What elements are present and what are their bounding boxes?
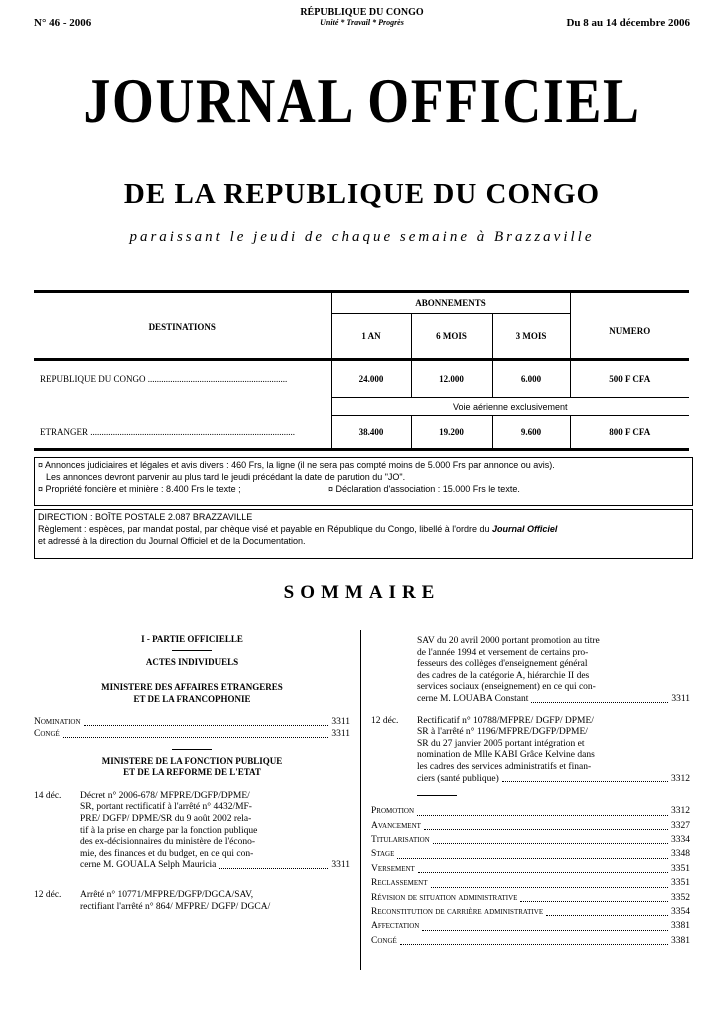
toc-entry[interactable] — [34, 717, 350, 729]
air-note: Voie aérienne exclusivement — [331, 398, 689, 416]
toc-label: Nomination — [34, 717, 81, 728]
entry-date: 12 déc. — [371, 715, 399, 726]
payment-terms-end: et adressé à la direction du Journal Officiel et de la Documentation. — [38, 536, 306, 546]
toc-label: Congé — [34, 728, 60, 739]
toc-page: 3311 — [331, 728, 350, 739]
journal-subtitle: DE LA REPUBLIQUE DU CONGO — [123, 178, 601, 210]
notices-box — [34, 457, 693, 506]
toc-entry[interactable] — [371, 833, 690, 847]
entry-line: SR à l'arrêté n° 1196/MFPRE/DGFP/DPME/ — [417, 727, 588, 738]
ministry-foreign-affairs: MINISTERE DES AFFAIRES ETRANGERES — [101, 682, 283, 693]
toc-page: 3352 — [671, 892, 690, 903]
period-3mois: 3 MOIS — [492, 314, 570, 360]
price-congo-3mois: 6.000 — [492, 360, 570, 398]
direction-address: DIRECTION : BOÎTE POSTALE 2.087 BRAZZAVILLE — [38, 512, 253, 522]
divider — [172, 749, 212, 750]
entry-line: Rectificatif n° 10788/MFPRE/ DGFP/ DPME/ — [417, 715, 594, 726]
dated-entry-continued[interactable] — [371, 636, 690, 706]
toc-entry[interactable] — [371, 804, 690, 818]
toc-page: 3311 — [331, 860, 350, 871]
period-1an: 1 AN — [331, 314, 411, 360]
toc-label: Reclassement — [371, 878, 428, 889]
price-etranger-6mois: 19.200 — [411, 416, 492, 450]
journal-tagline: paraissant le jeudi de chaque semaine à Brazzaville — [129, 229, 595, 245]
toc-entry[interactable] — [371, 819, 690, 833]
dated-entry[interactable] — [34, 890, 350, 913]
acts-heading: ACTES INDIVIDUELS — [145, 656, 239, 667]
toc-label: Affectation — [371, 921, 420, 932]
toc-entry[interactable] — [371, 876, 690, 890]
direction-box — [34, 509, 693, 559]
ministry-public-service: MINISTERE DE LA FONCTION PUBLIQUE — [101, 755, 283, 766]
entry-line: tif à la prise en charge par la fonction publique — [80, 825, 258, 836]
issue-number: N° 46 - 2006 — [34, 17, 92, 29]
subscriptions-table — [34, 290, 689, 451]
numero-congo: 500 F CFA — [570, 360, 689, 398]
price-etranger-3mois: 9.600 — [492, 416, 570, 450]
ministry-public-service-l2: ET DE LA REFORME DE L'ETAT — [123, 767, 261, 778]
entry-line: rectifiant l'arrêté n° 864/ MFPRE/ DGFP/ DGCA/ — [80, 901, 271, 912]
toc-entry[interactable] — [371, 862, 690, 876]
toc-list — [371, 804, 690, 948]
ministry-foreign-affairs-l2: ET DE LA FRANCOPHONIE — [133, 693, 251, 704]
left-column — [34, 634, 350, 913]
entry-line: des ex-décisionnaires du ministère de l'écono- — [80, 837, 256, 848]
toc-entry[interactable] — [34, 729, 350, 741]
issue-dates: Du 8 au 14 décembre 2006 — [566, 17, 690, 29]
toc-entry[interactable] — [371, 891, 690, 905]
toc-page: 3348 — [671, 849, 690, 860]
sommaire-heading: SOMMAIRE — [283, 582, 441, 603]
toc-page: 3354 — [671, 906, 690, 917]
journal-name-italic: Journal Officiel — [492, 524, 558, 534]
entry-line: ciers (santé publique) — [417, 773, 499, 784]
price-congo-1an: 24.000 — [331, 360, 411, 398]
entry-line: des cadres de la catégorie A, hiérarchie II des — [417, 670, 590, 681]
numero-header: NUMERO — [570, 314, 689, 360]
right-column — [371, 636, 690, 948]
toc-page: 3351 — [671, 878, 690, 889]
toc-entry[interactable] — [371, 847, 690, 861]
entry-line: Arrêté n° 10771/MFPRE/DGFP/DGCA/SAV, — [80, 889, 254, 900]
divider — [172, 650, 212, 651]
entry-line: SAV du 20 avril 2000 portant promotion au titre — [417, 636, 600, 646]
notice-annonces: ¤ Annonces judiciaires et légales et avis divers : 460 Frs, la ligne (il ne sera pas compté moins de 5.000 Frs par annonce ou avis). — [38, 460, 555, 470]
toc-label: Révision de situation administrative — [371, 892, 518, 903]
destinations-header: DESTINATIONS — [148, 321, 216, 332]
toc-label: Titularisation — [371, 834, 430, 845]
entry-line: SR du 27 janvier 2005 portant intégration et — [417, 738, 585, 749]
entry-line: mie, des finances et du budget, en ce qui con- — [80, 848, 254, 859]
dest-etranger: ETRANGER ........................................................................................... — [34, 416, 331, 450]
entry-line: fesseurs des collèges d'enseignement général — [417, 659, 588, 670]
toc-label: Congé — [371, 935, 397, 946]
entry-line: de l'année 1994 et versement de certains pro- — [417, 647, 589, 658]
price-congo-6mois: 12.000 — [411, 360, 492, 398]
toc-label: Versement — [371, 863, 415, 874]
entry-line: les cadres des services administratifs et finan- — [417, 761, 592, 772]
national-motto: Unité * Travail * Progrès — [320, 18, 404, 27]
price-etranger-1an: 38.400 — [331, 416, 411, 450]
toc-page: 3351 — [671, 863, 690, 874]
toc-page: 3381 — [671, 935, 690, 946]
toc-page: 3381 — [671, 921, 690, 932]
abonnements-header: ABONNEMENTS — [331, 292, 570, 314]
part-heading: I - PARTIE OFFICIELLE — [141, 634, 243, 644]
dest-congo: REPUBLIQUE DU CONGO .............................................................. — [34, 360, 331, 398]
entry-line: cerne M. GOUALA Selph Mauricia — [80, 860, 217, 871]
period-6mois: 6 MOIS — [411, 314, 492, 360]
payment-terms: Règlement : espèces, par mandat postal, par chèque visé et payable en République du Congo, libellé à l'ordre du — [38, 524, 493, 534]
journal-title: JOURNAL OFFICIEL — [83, 65, 641, 136]
numero-etranger: 800 F CFA — [570, 416, 689, 450]
country-name: RÉPUBLIQUE DU CONGO — [300, 7, 424, 18]
entry-line: Décret n° 2006-678/ MFPRE/DGFP/DPME/ — [80, 790, 250, 801]
entry-date: 14 déc. — [34, 790, 62, 801]
toc-entry[interactable] — [371, 905, 690, 919]
toc-entry[interactable] — [371, 934, 690, 948]
notice-association: ¤ Déclaration d'association : 15.000 Frs le texte. — [328, 484, 520, 494]
entry-date: 12 déc. — [34, 889, 62, 900]
toc-page: 3334 — [671, 834, 690, 845]
entry-line: cerne M. LOUABA Constant — [417, 693, 529, 704]
toc-label: Promotion — [371, 806, 415, 817]
toc-page: 3312 — [671, 806, 690, 817]
entry-line: PRE/ DGFP/ DPME/SR du 9 août 2002 rela- — [80, 813, 252, 824]
toc-label: Avancement — [371, 820, 421, 831]
toc-page: 3311 — [331, 717, 350, 728]
dated-entry[interactable] — [371, 716, 690, 786]
column-divider — [360, 630, 361, 970]
notice-propriete: ¤ Propriété foncière et minière : 8.400 Frs le texte ; — [38, 484, 241, 494]
toc-label: Reconstitution de carrière administrative — [371, 906, 544, 917]
toc-label: Stage — [371, 849, 395, 860]
toc-page: 3327 — [671, 820, 690, 831]
toc-page: 3312 — [671, 773, 690, 784]
entry-line: services sociaux (enseignement) en ce qui con- — [417, 682, 596, 693]
notice-deadline: Les annonces devront parvenir au plus tard le jeudi précédant la date de parution du "JO". — [46, 472, 406, 482]
entry-line: nomination de Mlle KABI Grâce Kelvine dans — [417, 750, 595, 761]
toc-entry[interactable] — [371, 919, 690, 933]
toc-page: 3311 — [671, 693, 690, 704]
entry-line: SR, portant rectificatif à l'arrêté n° 4432/MF- — [80, 802, 252, 813]
dated-entry[interactable] — [34, 791, 350, 872]
